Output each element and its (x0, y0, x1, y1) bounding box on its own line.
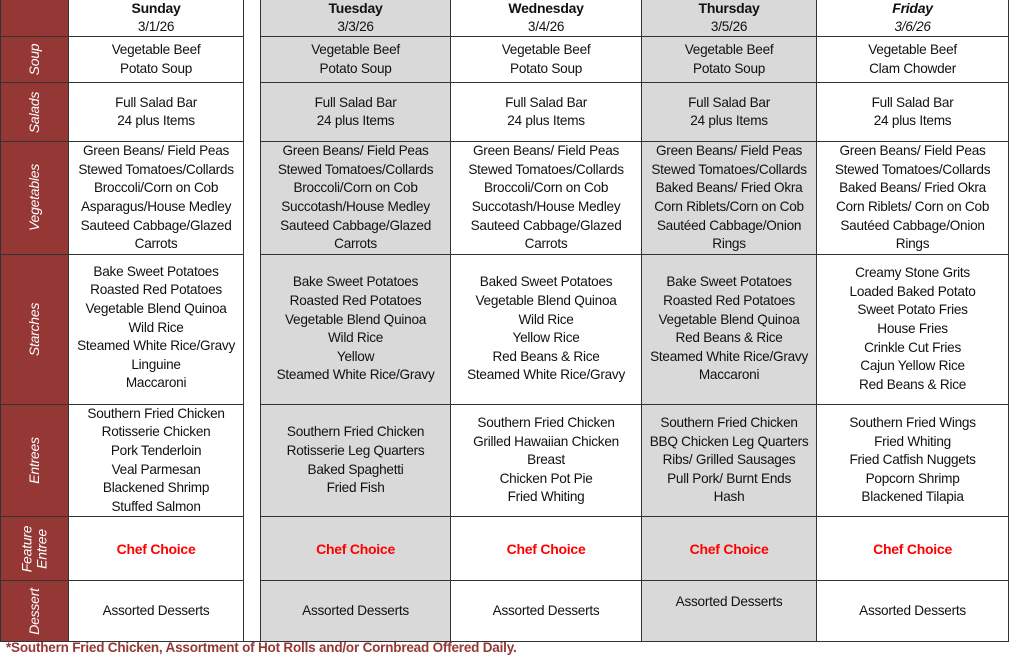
menu-item: Vegetable Blend Quinoa (85, 300, 227, 316)
menu-item: Assorted Desserts (675, 594, 783, 610)
row-label-starches (1, 254, 69, 404)
menu-item: Fried Fish (326, 480, 385, 496)
menu-item: Red Beans & Rice (492, 348, 600, 364)
menu-item: Stewed Tomatoes/Collards (834, 161, 991, 177)
menu-item: Yellow Rice (512, 330, 580, 346)
menu-item: Assorted Desserts (102, 603, 210, 619)
menu-item: Potato Soup (120, 60, 193, 76)
menu-item: Broccoli/Corn on Cob (293, 180, 418, 196)
menu-item: Bake Sweet Potatoes (666, 274, 792, 290)
menu-item: Full Salad Bar (505, 94, 587, 110)
menu-item: Full Salad Bar (688, 94, 770, 110)
menu-item: Southern Fried Chicken (87, 405, 225, 421)
menu-item: Assorted Desserts (492, 603, 600, 619)
dessert-cell (817, 581, 1009, 642)
menu-item: Green Beans/ Field Peas (472, 143, 620, 159)
menu-item: Bake Sweet Potatoes (292, 274, 419, 290)
menu-item: Bake Sweet Potatoes (93, 263, 219, 279)
menu-item: Breast (527, 452, 565, 468)
soup-cell (69, 37, 244, 83)
menu-item: Broccoli/Corn on Cob (93, 180, 219, 196)
menu-item: Baked Sweet Potatoes (479, 274, 613, 290)
row-label-text: Vegetables (26, 164, 43, 232)
starches-cell (69, 254, 244, 404)
row-label-soup (1, 37, 69, 83)
menu-item: Carrots (334, 236, 377, 252)
chef-choice-label: Chef Choice (689, 540, 769, 557)
row-label-text: Soup (26, 43, 43, 76)
day-name: Tuesday (328, 0, 383, 16)
chef-choice-label: Chef Choice (873, 540, 953, 557)
day-date: 3/6/26 (894, 18, 931, 34)
menu-row-dessert (1, 581, 1009, 642)
menu-item: Creamy Stone Grits (855, 265, 970, 281)
menu-row-salads (1, 83, 1009, 142)
menu-item: Sauteed Cabbage/Glazed (280, 217, 432, 233)
menu-item: Green Beans/ Field Peas (839, 143, 986, 159)
menu-row-entrees (1, 404, 1009, 517)
menu-item: Wild Rice (518, 311, 574, 327)
menu-item: Popcorn Shrimp (865, 470, 960, 486)
menu-item: Corn Riblets/ Corn on Cob (835, 198, 990, 214)
menu-item: Steamed White Rice/Gravy (276, 367, 435, 383)
feature-cell (451, 517, 642, 581)
dessert-cell (642, 581, 817, 642)
day-date: 3/5/26 (710, 18, 748, 34)
menu-item: Chicken Pot Pie (499, 470, 593, 486)
soup-cell (451, 37, 642, 83)
row-label-line: Feature (18, 525, 35, 573)
menu-item: Steamed White Rice/Gravy (77, 338, 236, 354)
menu-item: Succotash/House Medley (471, 198, 621, 214)
starches-cell (642, 254, 817, 404)
soup-cell (261, 37, 451, 83)
menu-item: Wild Rice (327, 330, 384, 346)
menu-item: Wild Rice (128, 319, 184, 335)
menu-item: Sauteed Cabbage/Glazed (470, 217, 622, 233)
menu-item: Veal Parmesan (111, 461, 201, 477)
menu-item: Vegetable Blend Quinoa (658, 311, 800, 327)
menu-item: Vegetable Blend Quinoa (284, 311, 427, 327)
menu-row-starches (1, 254, 1009, 404)
row-label-text: Starches (26, 302, 43, 356)
menu-item: Pull Pork/ Burnt Ends (667, 470, 792, 486)
menu-item: Rings (712, 236, 746, 252)
menu-item: Stewed Tomatoes/Collards (277, 161, 434, 177)
menu-item: Cajun Yellow Rice (860, 358, 965, 374)
chef-choice-label: Chef Choice (116, 540, 196, 557)
menu-item: Crinkle Cut Fries (864, 339, 962, 355)
menu-item: Loaded Baked Potato (849, 283, 976, 299)
menu-item: 24 plus Items (117, 113, 195, 129)
menu-item: Clam Chowder (869, 60, 956, 76)
feature-cell (642, 517, 817, 581)
menu-item: Maccaroni (125, 375, 187, 391)
menu-item: Stewed Tomatoes/Collards (468, 161, 624, 177)
menu-item: 24 plus Items (873, 113, 952, 129)
salads-cell (817, 83, 1009, 142)
row-label-salads (1, 83, 69, 142)
menu-item: Vegetable Beef (684, 42, 774, 58)
day-name: Friday (892, 0, 933, 16)
feature-cell (817, 517, 1009, 581)
menu-item: Sweet Potato Fries (857, 302, 968, 318)
menu-item: Green Beans/ Field Peas (282, 143, 429, 159)
menu-item: Roasted Red Potatoes (289, 293, 422, 309)
menu-item: Maccaroni (698, 367, 760, 383)
menu-item: Succotash/House Medley (281, 198, 430, 214)
menu-row-soup (1, 37, 1009, 83)
menu-item: Sautéed Cabbage/Onion (656, 217, 802, 233)
menu-item: Roasted Red Potatoes (663, 293, 795, 309)
row-label-feature (1, 517, 69, 581)
soup-cell (817, 37, 1009, 83)
menu-item: Southern Fried Wings (849, 415, 976, 431)
menu-item: BBQ Chicken Leg Quarters (649, 433, 809, 449)
menu-item: Red Beans & Rice (675, 330, 783, 346)
menu-item: 24 plus Items (507, 113, 585, 129)
menu-item: Vegetable Blend Quinoa (475, 293, 617, 309)
menu-item: Roasted Red Potatoes (90, 282, 222, 298)
vegetables-cell (261, 142, 451, 255)
day-header-friday (817, 0, 1009, 37)
menu-item: Assorted Desserts (302, 603, 409, 619)
menu-item: Potato Soup (319, 60, 392, 76)
entrees-cell (69, 404, 244, 517)
menu-item: Rings (895, 236, 930, 252)
menu-item: Southern Fried Chicken (286, 424, 425, 440)
row-label-line: Entree (33, 528, 50, 569)
menu-item: Carrots (524, 236, 568, 252)
salads-cell (69, 83, 244, 142)
day-date: 3/4/26 (527, 18, 565, 34)
day-header-tuesday (261, 0, 451, 37)
day-name: Sunday (131, 0, 181, 16)
menu-item: Pork Tenderloin (110, 442, 202, 458)
menu-item: Red Beans & Rice (859, 376, 967, 392)
day-date: 3/3/26 (337, 18, 374, 34)
menu-item: Sautéed Cabbage/Onion (840, 217, 985, 233)
starches-cell (817, 254, 1009, 404)
day-header-wednesday (451, 0, 642, 37)
menu-item: Vegetable Beef (111, 42, 201, 58)
menu-item: Full Salad Bar (115, 94, 197, 110)
menu-item: Southern Fried Chicken (660, 415, 798, 431)
row-label-entrees (1, 404, 69, 517)
menu-item: Blackened Tilapia (861, 489, 964, 505)
row-label-text: Dessert (26, 588, 43, 635)
menu-item: Vegetable Beef (311, 42, 400, 58)
menu-item: Yellow (336, 348, 375, 364)
row-label-text: Entrees (26, 437, 43, 484)
menu-item: Stewed Tomatoes/Collards (651, 161, 807, 177)
menu-item: Baked Spaghetti (307, 461, 404, 477)
menu-item: Assorted Desserts (859, 603, 966, 619)
menu-item: Stewed Tomatoes/Collards (78, 161, 234, 177)
feature-cell (69, 517, 244, 581)
day-name: Thursday (698, 0, 760, 16)
menu-row-feature (1, 517, 1009, 581)
menu-item: Steamed White Rice/Gravy (467, 367, 626, 383)
menu-item: Broccoli/Corn on Cob (483, 180, 609, 196)
salads-cell (451, 83, 642, 142)
menu-item: Stuffed Salmon (111, 498, 201, 514)
corner-cell (1, 0, 69, 37)
spacer-column (244, 0, 261, 642)
row-label-dessert (1, 581, 69, 642)
menu-item: Green Beans/ Field Peas (82, 143, 230, 159)
menu-item: Potato Soup (510, 60, 583, 76)
vegetables-cell (451, 142, 642, 255)
row-label-vegetables (1, 142, 69, 255)
menu-item: House Fries (877, 320, 948, 336)
menu-item: Linguine (131, 356, 181, 372)
menu-item: Blackened Shrimp (102, 480, 210, 496)
entrees-cell (451, 404, 642, 517)
entrees-cell (817, 404, 1009, 517)
vegetables-cell (69, 142, 244, 255)
menu-item: Baked Beans/ Fried Okra (839, 180, 986, 196)
chef-choice-label: Chef Choice (506, 540, 586, 557)
menu-item: Asparagus/House Medley (80, 198, 232, 214)
feature-cell (261, 517, 451, 581)
footer-note: *Southern Fried Chicken, Assortment of Hot Rolls and/or Cornbread Offered Daily. (6, 640, 517, 655)
menu-item: Potato Soup (693, 60, 766, 76)
menu-item: Green Beans/ Field Peas (655, 143, 803, 159)
menu-item: Rotisserie Chicken (101, 424, 211, 440)
menu-item: Ribs/ Grilled Sausages (662, 452, 796, 468)
menu-row-vegetables (1, 142, 1009, 255)
row-label-text (20, 517, 50, 581)
menu-item: Southern Fried Chicken (477, 415, 615, 431)
day-header-thursday (642, 0, 817, 37)
menu-item: Rotisserie Leg Quarters (286, 442, 425, 458)
menu-item: Sauteed Cabbage/Glazed (80, 217, 232, 233)
entrees-cell (642, 404, 817, 517)
menu-item: Fried Whiting (507, 489, 585, 505)
menu-item: Steamed White Rice/Gravy (650, 348, 809, 364)
dessert-cell (261, 581, 451, 642)
menu-item: Baked Beans/ Fried Okra (655, 180, 803, 196)
starches-cell (451, 254, 642, 404)
menu-item: Vegetable Beef (868, 42, 957, 58)
menu-item: Fried Catfish Nuggets (849, 452, 976, 468)
menu-item: 24 plus Items (316, 113, 395, 129)
salads-cell (642, 83, 817, 142)
menu-item: Corn Riblets/Corn on Cob (654, 198, 804, 214)
header-row (1, 0, 1009, 37)
salads-cell (261, 83, 451, 142)
menu-item: Fried Whiting (874, 433, 951, 449)
day-date: 3/1/26 (137, 18, 175, 34)
day-name: Wednesday (508, 0, 584, 16)
menu-item: Grilled Hawaiian Chicken (473, 433, 619, 449)
menu-item: Hash (713, 489, 745, 505)
row-label-text: Salads (26, 91, 43, 133)
chef-choice-label: Chef Choice (316, 540, 396, 557)
dessert-cell (451, 581, 642, 642)
vegetables-cell (817, 142, 1009, 255)
vegetables-cell (642, 142, 817, 255)
day-header-sunday (69, 0, 244, 37)
entrees-cell (261, 404, 451, 517)
soup-cell (642, 37, 817, 83)
menu-item: Full Salad Bar (871, 94, 954, 110)
menu-item: Vegetable Beef (501, 42, 591, 58)
starches-cell (261, 254, 451, 404)
menu-item: 24 plus Items (690, 113, 768, 129)
menu-item: Full Salad Bar (314, 94, 397, 110)
dessert-cell (69, 581, 244, 642)
menu-item: Carrots (134, 236, 178, 252)
